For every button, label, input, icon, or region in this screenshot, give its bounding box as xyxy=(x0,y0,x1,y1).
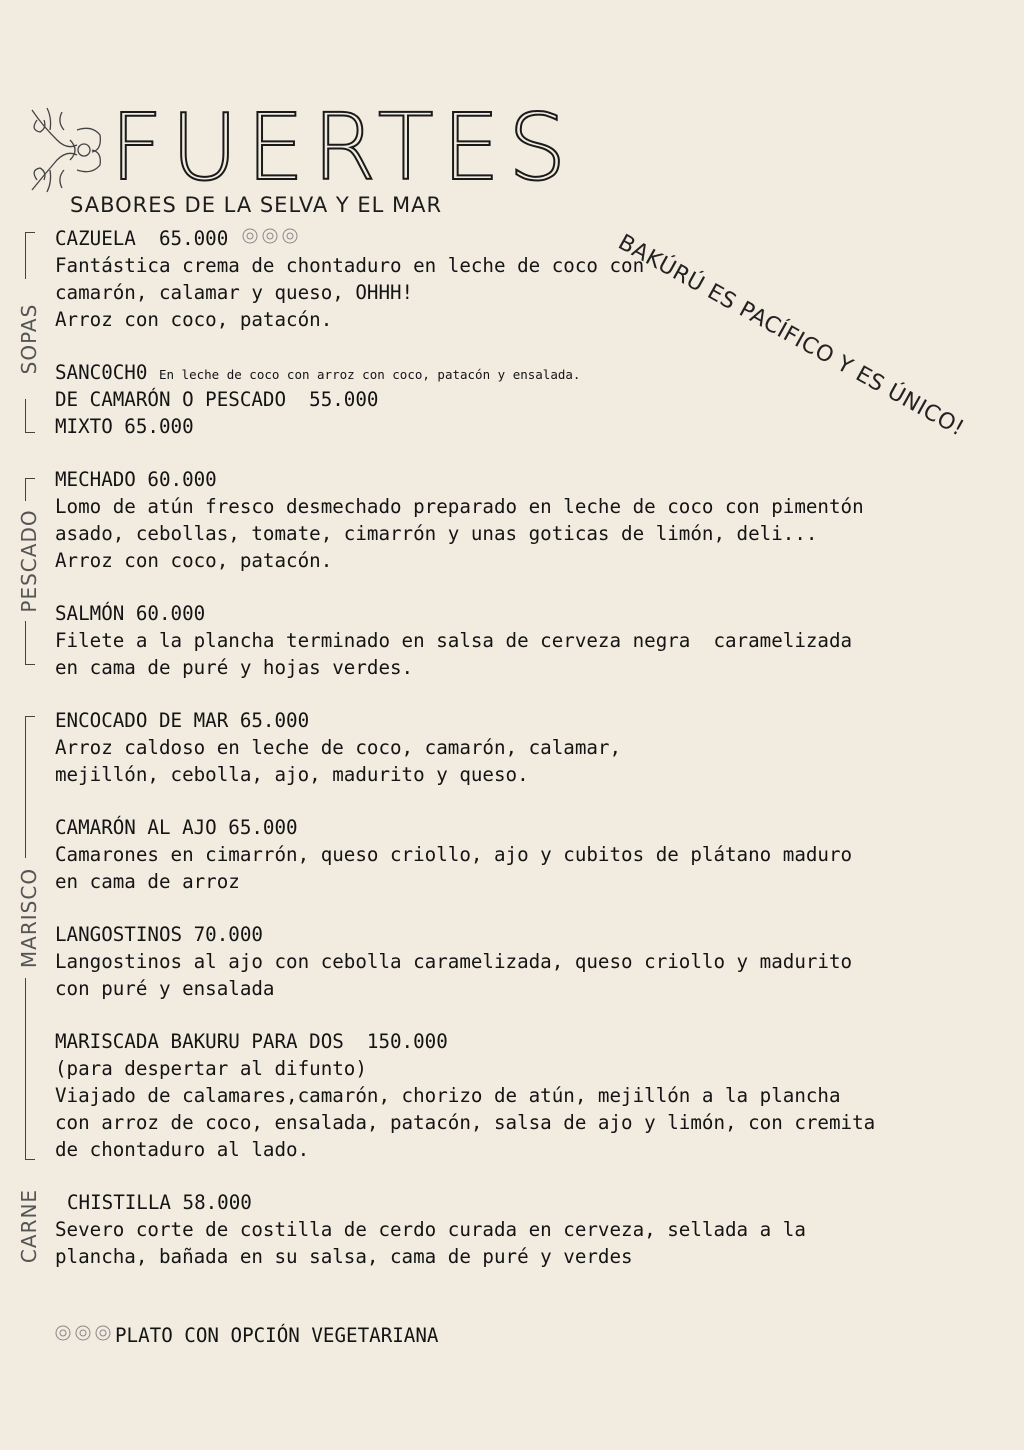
section-label-sopas: SOPAS xyxy=(17,279,41,399)
item-cazuela-desc: Arroz con coco, patacón. xyxy=(55,308,333,331)
item-camaron-name: CAMARÓN AL AJO 65.000 xyxy=(55,816,298,839)
item-mariscada-note: (para despertar al difunto) xyxy=(55,1057,367,1080)
item-sancocho-option: DE CAMARÓN O PESCADO 55.000 xyxy=(55,388,379,411)
vegetarian-flowers-icon xyxy=(53,1323,115,1350)
item-chistilla-name: CHISTILLA 58.000 xyxy=(67,1191,252,1214)
item-sancocho-note: En leche de coco con arroz con coco, patacón y ensalada. xyxy=(158,367,581,382)
item-salmon-name: SALMÓN 60.000 xyxy=(55,602,206,625)
item-mechado-desc: asado, cebollas, tomate, cimarrón y unas goticas de limón, deli... xyxy=(55,522,818,545)
section-label-marisco: MARISCO xyxy=(17,858,41,978)
sopas-bracket-bottom xyxy=(25,432,35,433)
item-camaron-desc: Camarones en cimarrón, queso criollo, ajo y cubitos de plátano maduro xyxy=(55,843,853,866)
section-label-pescado: PESCADO xyxy=(17,501,41,621)
item-salmon-desc: en cama de puré y hojas verdes. xyxy=(55,656,414,679)
vegetarian-legend-text: PLATO CON OPCIÓN VEGETARIANA xyxy=(115,1324,439,1347)
item-salmon-desc: Filete a la plancha terminado en salsa de cerveza negra caramelizada xyxy=(55,629,853,652)
item-mariscada-desc: con arroz de coco, ensalada, patacón, salsa de ajo y limón, con cremita xyxy=(55,1111,876,1134)
item-encocado-desc: Arroz caldoso en leche de coco, camarón, calamar, xyxy=(55,736,622,759)
pescado-bracket-top xyxy=(25,478,35,479)
item-langostinos-desc: con puré y ensalada xyxy=(55,977,275,1000)
section-label-carne: CARNE xyxy=(17,1166,41,1286)
slogan: BAKÚRÚ ES PACÍFICO Y ES ÚNICO! xyxy=(613,230,969,442)
vegetarian-flowers-icon xyxy=(240,226,302,253)
item-chistilla-desc: Severo corte de costilla de cerdo curada en cerveza, sellada a la xyxy=(55,1218,806,1241)
menu-subtitle: SABORES DE LA SELVA Y EL MAR xyxy=(70,193,443,217)
item-mechado-desc: Lomo de atún fresco desmechado preparado en leche de coco con pimentón xyxy=(55,495,864,518)
pescado-bracket-bottom xyxy=(25,664,35,665)
item-sancocho-option: MIXTO 65.000 xyxy=(55,415,194,438)
marisco-bracket-bottom xyxy=(25,1159,35,1160)
item-langostinos-desc: Langostinos al ajo con cebolla caramelizada, queso criollo y madurito xyxy=(55,950,853,973)
logo-ornament xyxy=(22,100,108,200)
item-mechado-name: MECHADO 60.000 xyxy=(55,468,217,491)
item-sancocho-name: SANC0CH0 En leche de coco con arroz con coco, patacón y ensalada. xyxy=(55,361,581,384)
item-encocado-desc: mejillón, cebolla, ajo, madurito y queso. xyxy=(55,763,529,786)
vegetarian-legend xyxy=(53,1322,438,1350)
item-mariscada-desc: de chontaduro al lado. xyxy=(55,1138,310,1161)
item-chistilla-desc: plancha, bañada en su salsa, cama de puré y verdes xyxy=(55,1245,633,1268)
item-mechado-desc: Arroz con coco, patacón. xyxy=(55,549,333,572)
item-langostinos-name: LANGOSTINOS 70.000 xyxy=(55,923,263,946)
item-encocado-name: ENCOCADO DE MAR 65.000 xyxy=(55,709,310,732)
item-cazuela-desc: camarón, calamar y queso, OHHH! xyxy=(55,281,414,304)
item-mariscada-desc: Viajado de calamares,camarón, chorizo de atún, mejillón a la plancha xyxy=(55,1084,841,1107)
marisco-bracket-top xyxy=(25,716,35,717)
menu-title: FUERTES xyxy=(110,94,575,201)
item-cazuela-name: CAZUELA 65.000 xyxy=(55,225,302,253)
item-cazuela-desc: Fantástica crema de chontaduro en leche de coco con xyxy=(55,254,645,277)
item-mariscada-name: MARISCADA BAKURU PARA DOS 150.000 xyxy=(55,1030,448,1053)
sopas-bracket-top xyxy=(25,232,35,233)
item-camaron-desc: en cama de arroz xyxy=(55,870,240,893)
